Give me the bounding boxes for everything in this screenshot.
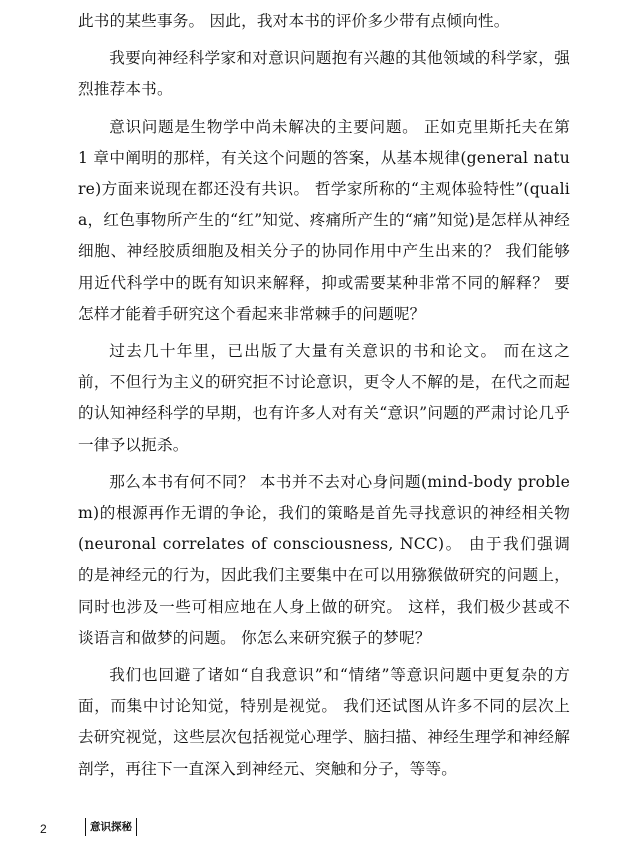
paragraph-6: 我们也回避了诸如“自我意识”和“情绪”等意识问题中更复杂的方面，而集中讨论知觉，特别是视觉。 我们还试图从许多不同的层次上去研究视觉，这些层次包括视觉心理学、脑扫描、神经生理学和神经解剖学，再往下一直深入到神经元、突触和分子，等等。 [78, 666, 570, 778]
running-head: 意识探秘 [85, 818, 137, 836]
paragraph-4: 过去几十年里，已出版了大量有关意识的书和论文。 而在这之前，不但行为主义的研究拒不讨论意识，更令人不解的是，在代之而起的认知神经科学的早期，也有许多人对有关“意识”问题的严肃讨论几乎一律予以扼杀。 [78, 342, 570, 454]
page-footer [40, 818, 240, 840]
paragraph-5: 那么本书有何不同？ 本书并不去对心身问题(mind-body problem)的根源再作无谓的争论，我们的策略是首先寻找意识的神经相关物(neuronal correlates of consciousness, NCC)。 由于我们强调的是神经元的行为，因此我们主要集中在可以用猕猴做研究的问题上，同时也涉及一些可相应地在人身上做的研究。 这样，我们极少甚或不谈语言和做梦的问题。 你怎么来研究猴子的梦呢？ [78, 472, 570, 647]
page-number: 2 [40, 822, 47, 836]
page-body [78, 6, 570, 791]
paragraph-2: 我要向神经科学家和对意识问题抱有兴趣的其他领域的科学家，强烈推荐本书。 [78, 49, 570, 99]
paragraph-3: 意识问题是生物学中尚未解决的主要问题。 正如克里斯托夫在第 1 章中阐明的那样，有关这个问题的答案，从基本规律(general nature)方面来说现在都还没有共识。 哲学家所称的“主观体验特性”(qualia，红色事物所产生的“红”知觉、疼痛所产生的“痛”知觉)是怎样从神经细胞、神经胶质细胞及相关分子的协同作用中产生出来的？ 我们能够用近代科学中的既有知识来解释，抑或需要某种非常不同的解释？ 要怎样才能着手研究这个看起来非常棘手的问题呢？ [78, 117, 570, 323]
paragraph-1: 此书的某些事务。 因此，我对本书的评价多少带有点倾向性。 [78, 12, 510, 30]
